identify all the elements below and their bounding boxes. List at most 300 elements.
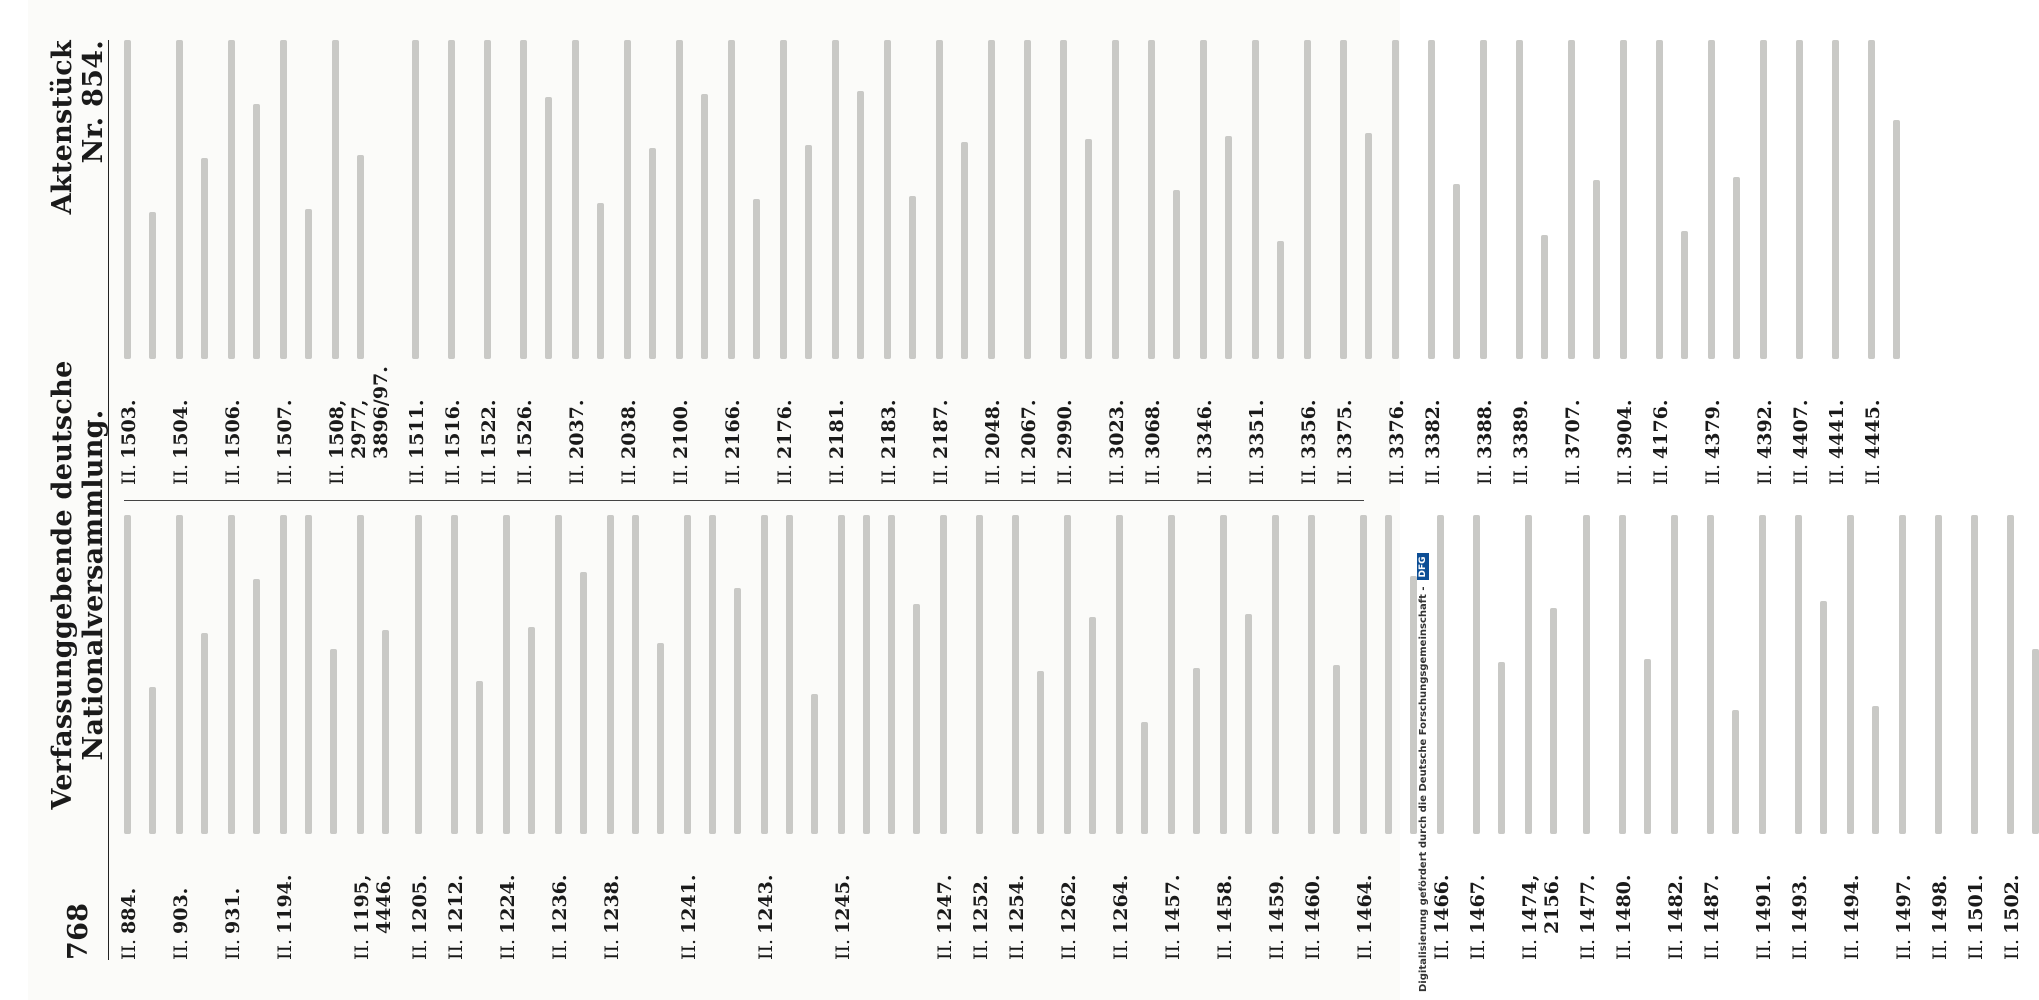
text-line [1832,40,1839,359]
entry-number: 3376. [1386,399,1408,459]
entry-number: 1264. [1110,874,1132,934]
index-entry [409,515,431,960]
entry-text-placeholder [1650,40,1688,359]
entry-number: 1491. [1753,874,1775,934]
volume-mark: II. [442,463,464,485]
entry-number: 3351. [1246,399,1268,459]
index-entry [1665,515,1687,960]
text-line [253,579,260,834]
entry-number: 1522. [478,399,500,459]
index-entry [722,40,760,485]
index-entry [118,40,156,485]
text-line [1024,40,1031,359]
entry-text-placeholder [982,40,995,359]
entry-number: 1195, 4446. [351,874,395,934]
entry-text-placeholder [1665,515,1678,834]
index-entry [1467,515,1505,960]
entry-text-placeholder [222,515,260,834]
index-entry [1753,515,1775,960]
index-entry [930,40,968,485]
text-line [1733,177,1740,359]
entry-number: 1458. [1214,874,1236,934]
index-entry [601,515,664,960]
volume-mark: II. [1826,463,1848,485]
entry-text-placeholder [326,40,364,359]
text-line [1847,515,1854,834]
entry-text-placeholder [1702,40,1740,359]
index-entry [1058,515,1096,960]
text-line [657,643,664,834]
index-entry [2001,515,2039,960]
text-line [201,633,208,834]
text-line [382,630,389,834]
entry-text-placeholder [1753,515,1766,834]
index-entry [982,40,1004,485]
entry-text-placeholder [1302,515,1340,834]
text-line [838,515,845,834]
entry-text-placeholder [755,515,818,834]
text-line [1060,40,1067,359]
text-line [761,515,768,834]
entry-number: 1504. [170,399,192,459]
text-line [484,40,491,359]
entry-number: 1474, 2156. [1519,874,1563,934]
entry-number: 2183. [878,399,900,459]
volume-mark: II. [1474,463,1496,485]
entry-number: 1194. [274,874,296,934]
entry-text-placeholder [1577,515,1590,834]
entry-text-placeholder [1142,40,1180,359]
entry-text-placeholder [1789,515,1827,834]
text-line [357,515,364,834]
index-entry [1018,40,1040,485]
entry-number: 1243. [755,874,777,934]
text-line [1141,722,1148,834]
text-line [305,209,312,359]
index-entry [1431,515,1453,960]
entry-number: 884. [118,887,140,934]
text-line [305,515,312,834]
entry-text-placeholder [1354,515,1417,834]
text-line [1820,601,1827,834]
volume-mark: II. [351,938,373,960]
text-line [684,515,691,834]
volume-mark: II. [618,463,640,485]
text-line [545,97,552,359]
text-line [228,515,235,834]
text-line [1085,139,1092,359]
text-line [884,40,891,359]
entry-text-placeholder [832,515,920,834]
text-line [1112,40,1119,359]
volume-mark: II. [1613,938,1635,960]
entry-text-placeholder [601,515,664,834]
entry-number: 1487. [1701,874,1723,934]
index-entry [1162,515,1200,960]
text-line [1360,515,1367,834]
text-line [280,515,287,834]
text-line [448,40,455,359]
entry-number: 1482. [1665,874,1687,934]
entry-text-placeholder [1519,515,1557,834]
volume-mark: II. [1431,938,1453,960]
entry-number: 4379. [1702,399,1724,459]
entry-text-placeholder [1018,40,1031,359]
dfg-logo: DFG [1417,553,1429,580]
index-entry [1702,40,1740,485]
index-entry [406,40,428,485]
text-line [280,40,287,359]
text-line [1620,40,1627,359]
entry-text-placeholder [930,40,968,359]
index-entry [326,40,392,485]
index-entry [222,515,260,960]
entry-text-placeholder [1334,40,1372,359]
entry-number: 1477. [1577,874,1599,934]
entry-text-placeholder [1862,40,1900,359]
volume-mark: II. [1054,463,1076,485]
index-entry [774,40,812,485]
entry-number: 931. [222,887,244,934]
index-entry [170,515,208,960]
entry-text-placeholder [2001,515,2039,834]
entry-text-placeholder [1106,40,1119,359]
volume-mark: II. [2001,938,2023,960]
volume-mark: II. [497,938,519,960]
volume-mark: II. [222,938,244,960]
volume-mark: II. [1893,938,1915,960]
volume-mark: II. [1266,938,1288,960]
entry-text-placeholder [1965,515,1978,834]
index-entry [1519,515,1563,960]
index-entry [832,515,920,960]
entry-text-placeholder [445,515,483,834]
entry-number: 1247. [934,874,956,934]
entry-number: 3388. [1474,399,1496,459]
text-line [1340,40,1347,359]
text-line [1541,235,1548,359]
text-line [1365,133,1372,359]
text-line [857,91,864,359]
entry-number: 1526. [514,399,536,459]
volume-mark: II. [755,938,777,960]
text-line [988,40,995,359]
index-entry [1054,40,1092,485]
volume-mark: II. [1467,938,1489,960]
entry-number: 1459. [1266,874,1288,934]
volume-mark: II. [170,463,192,485]
text-line [1550,608,1557,834]
entry-number: 4441. [1826,399,1848,459]
index-entry [1893,515,1915,960]
entry-number: 1252. [970,874,992,934]
index-entry [118,515,156,960]
volume-mark: II. [1965,938,1987,960]
text-line [332,40,339,359]
volume-mark: II. [1929,938,1951,960]
text-line [1277,241,1284,359]
index-entry [1334,40,1372,485]
entry-text-placeholder [774,40,812,359]
volume-mark: II. [1790,463,1812,485]
volume-mark: II. [1018,463,1040,485]
text-line [1064,515,1071,834]
text-line [1173,190,1180,359]
index-entry [1614,40,1636,485]
text-line [149,212,156,359]
entry-text-placeholder [1754,40,1767,359]
entry-number: 1245. [832,874,854,934]
volume-mark: II. [1246,463,1268,485]
entry-text-placeholder [618,40,656,359]
volume-mark: II. [1754,463,1776,485]
volume-mark: II. [930,463,952,485]
index-entry [826,40,864,485]
entry-number: 2048. [982,399,1004,459]
entry-number: 1497. [1893,874,1915,934]
volume-mark: II. [826,463,848,485]
entry-number: 4392. [1754,399,1776,459]
volume-mark: II. [1302,938,1324,960]
entry-text-placeholder [406,40,419,359]
text-line [709,515,716,834]
entry-text-placeholder [670,40,708,359]
entry-number: 3904. [1614,399,1636,459]
text-line [1681,231,1688,359]
entry-number: 1501. [1965,874,1987,934]
entry-number: 3023. [1106,399,1128,459]
index-entry [274,515,337,960]
index-entry [755,515,818,960]
header-rule [108,40,109,960]
digitisation-credit [1416,8,1430,992]
page-header [47,40,109,960]
entry-number: 2187. [930,399,952,459]
index-entry [1006,515,1044,960]
index-entry [1474,40,1496,485]
index-entry [1106,40,1128,485]
entry-text-placeholder [1194,40,1232,359]
text-line [124,515,131,834]
text-line [940,515,947,834]
text-line [753,200,760,360]
entry-number: 1205. [409,874,431,934]
text-line [528,627,535,834]
index-entry [222,40,260,485]
entry-text-placeholder [1613,515,1651,834]
entry-text-placeholder [497,515,535,834]
text-line [1437,515,1444,834]
entry-text-placeholder [118,40,156,359]
index-entry [1194,40,1232,485]
index-entry [1214,515,1252,960]
entry-text-placeholder [1110,515,1148,834]
text-line [1872,706,1879,834]
text-line [1732,710,1739,834]
entry-number: 1502. [2001,874,2023,934]
volume-mark: II. [774,463,796,485]
text-line [1116,515,1123,834]
text-line [1272,515,1279,834]
volume-mark: II. [222,463,244,485]
volume-mark: II. [514,463,536,485]
entry-number: 1506. [222,399,244,459]
text-line [1498,662,1505,834]
entry-text-placeholder [1701,515,1739,834]
text-line [228,40,235,359]
entry-number: 1498. [1929,874,1951,934]
index-entry [1754,40,1776,485]
entry-text-placeholder [1826,40,1839,359]
entry-text-placeholder [1841,515,1879,834]
index-entry [1266,515,1288,960]
entry-number: 1503. [118,399,140,459]
volume-mark: II. [1214,938,1236,960]
entry-number: 1467. [1467,874,1489,934]
text-line [597,203,604,359]
volume-mark: II. [1194,463,1216,485]
entry-number: 4176. [1650,399,1672,459]
entry-text-placeholder [514,40,552,359]
text-line [1760,40,1767,359]
text-line [201,158,208,359]
text-line [1707,515,1714,834]
entry-number: 3375. [1334,399,1356,459]
index-entry [1862,40,1900,485]
text-line [701,94,708,359]
entry-text-placeholder [878,40,916,359]
volume-mark: II. [274,463,296,485]
index-entry [1577,515,1599,960]
index-entry [1302,515,1340,960]
index-entry [1790,40,1812,485]
entry-text-placeholder [1214,515,1252,834]
text-line [649,148,656,359]
text-line [888,515,895,834]
entry-text-placeholder [722,40,760,359]
text-line [863,515,870,834]
text-line [1619,515,1626,834]
entry-number: 903. [170,887,192,934]
volume-mark: II. [326,463,348,485]
text-line [1392,40,1399,359]
entry-text-placeholder [1893,515,1906,834]
entry-number: 2166. [722,399,744,459]
text-line [1516,40,1523,359]
text-line [607,515,614,834]
volume-mark: II. [1753,938,1775,960]
text-line [961,142,968,359]
document-number: Aktenstück Nr. 854. [47,40,109,215]
text-line [415,515,422,834]
right-column [118,40,1884,485]
volume-mark: II. [549,938,571,960]
page-number: 768 [62,902,94,960]
text-line [476,681,483,834]
index-entry [1965,515,1987,960]
text-line [1759,515,1766,834]
entry-number: 3346. [1194,399,1216,459]
index-entry [878,40,916,485]
index-entry [170,40,208,485]
entry-text-placeholder [970,515,983,834]
text-line [1252,40,1259,359]
text-line [780,40,787,359]
index-entry [1298,40,1320,485]
index-entry [478,40,500,485]
entry-text-placeholder [274,515,337,834]
index-entry [618,40,656,485]
index-entry [566,40,604,485]
text-line [1971,515,1978,834]
text-line [124,40,131,359]
volume-mark: II. [1510,463,1532,485]
index-entry [1841,515,1879,960]
index-entry [514,40,552,485]
credit-line [1416,8,1430,992]
index-entry [351,515,395,960]
text-line [1708,40,1715,359]
entry-number: 1508, 2977, 3896/97. [326,366,392,459]
volume-mark: II. [982,463,1004,485]
text-line [1656,40,1663,359]
text-line [805,145,812,359]
text-line [572,40,579,359]
entry-number: 1236. [549,874,571,934]
entry-number: 3382. [1422,399,1444,459]
text-line [1168,515,1175,834]
entry-number: 1457. [1162,874,1184,934]
entry-text-placeholder [1467,515,1505,834]
text-line [1568,40,1575,359]
volume-mark: II. [118,463,140,485]
entry-text-placeholder [934,515,947,834]
entry-text-placeholder [1929,515,1942,834]
entry-text-placeholder [1054,40,1092,359]
index-entry [1142,40,1180,485]
entry-number: 1464. [1354,874,1376,934]
entry-text-placeholder [351,515,389,834]
entry-number: 4445. [1862,399,1884,459]
volume-mark: II. [1142,463,1164,485]
text-line [580,572,587,834]
volume-mark: II. [1162,938,1184,960]
text-line [176,515,183,834]
index-entry [1562,40,1600,485]
volume-mark: II. [1614,463,1636,485]
text-line [913,604,920,834]
volume-mark: II. [722,463,744,485]
entry-text-placeholder [1614,40,1627,359]
index-entry [1510,40,1548,485]
text-line [1304,40,1311,359]
volume-mark: II. [678,938,700,960]
text-line [1308,515,1315,834]
entry-number: 2037. [566,399,588,459]
entry-text-placeholder [442,40,455,359]
entry-text-placeholder [1058,515,1096,834]
volume-mark: II. [445,938,467,960]
entry-number: 1212. [445,874,467,934]
text-line [2007,515,2014,834]
text-line [1583,515,1590,834]
index-entry [445,515,483,960]
index-entry [934,515,956,960]
entry-number: 1224. [497,874,519,934]
volume-mark: II. [406,463,428,485]
volume-mark: II. [1110,938,1132,960]
entry-number: 2990. [1054,399,1076,459]
